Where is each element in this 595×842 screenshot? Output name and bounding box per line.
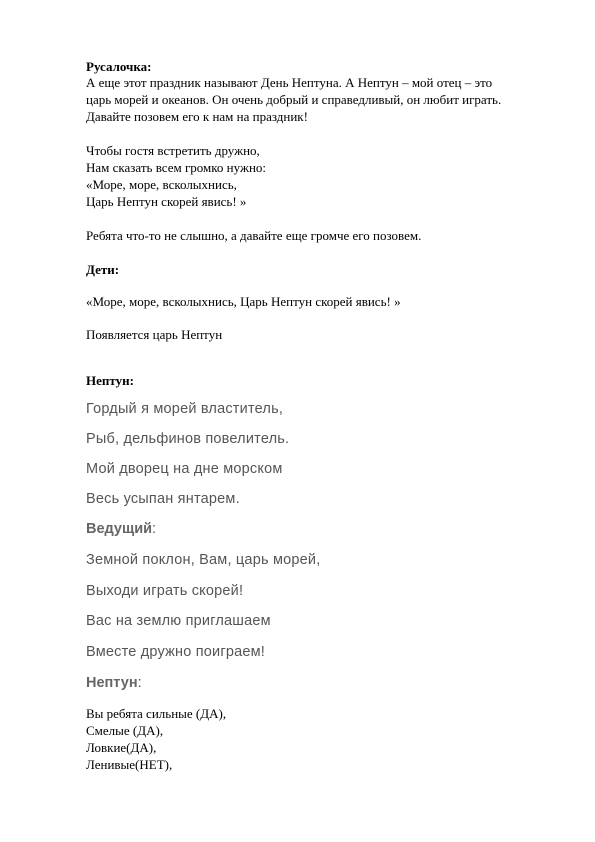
speaker-rusalochka: Русалочка: bbox=[86, 59, 152, 74]
speaker-colon: : bbox=[137, 675, 142, 691]
paragraph-line: Давайте позовем его к нам на праздник! bbox=[86, 109, 308, 124]
speaker-deti: Дети: bbox=[86, 262, 120, 277]
speaker-name: Нептун bbox=[86, 675, 138, 691]
verse-line: Гордый я морей властитель, bbox=[86, 401, 284, 417]
dialogue-line: Смелые (ДА), bbox=[86, 723, 164, 738]
speaker-name: Ведущий bbox=[86, 521, 153, 537]
poem-line: Нам сказать всем громко нужно: bbox=[86, 160, 267, 175]
verse-line: Мой дворец на дне морском bbox=[86, 461, 283, 477]
verse-line: Вместе дружно поиграем! bbox=[86, 644, 266, 660]
poem-line: Чтобы гостя встретить дружно, bbox=[86, 143, 260, 158]
verse-line: Земной поклон, Вам, царь морей, bbox=[86, 552, 321, 568]
stage-direction: Появляется царь Нептун bbox=[86, 327, 223, 342]
verse-line: Вас на землю приглашаем bbox=[86, 613, 271, 629]
chant-line: «Море, море, всколыхнись, Царь Нептун скорей явись! » bbox=[86, 294, 401, 309]
paragraph-line: Ребята что-то не слышно, а давайте еще громче его позовем. bbox=[86, 228, 422, 243]
dialogue-line: Ленивые(НЕТ), bbox=[86, 757, 173, 772]
verse-line: Рыб, дельфинов повелитель. bbox=[86, 431, 290, 447]
paragraph-line: А еще этот праздник называют День Нептуна. А Нептун – мой отец – это bbox=[86, 75, 493, 90]
poem-line: Царь Нептун скорей явись! » bbox=[86, 194, 247, 209]
dialogue-line: Вы ребята сильные (ДА), bbox=[86, 706, 227, 721]
speaker-colon: : bbox=[152, 521, 157, 537]
poem-line: «Море, море, всколыхнись, bbox=[86, 177, 237, 192]
dialogue-line: Ловкие(ДА), bbox=[86, 740, 157, 755]
speaker-vedushchiy bbox=[86, 520, 156, 538]
paragraph-line: царь морей и океанов. Он очень добрый и справедливый, он любит играть. bbox=[86, 92, 502, 107]
speaker-neptun: Нептун: bbox=[86, 373, 134, 388]
speaker-neptun-2 bbox=[86, 674, 142, 692]
verse-line: Весь усыпан янтарем. bbox=[86, 491, 240, 507]
verse-line: Выходи играть скорей! bbox=[86, 583, 244, 599]
